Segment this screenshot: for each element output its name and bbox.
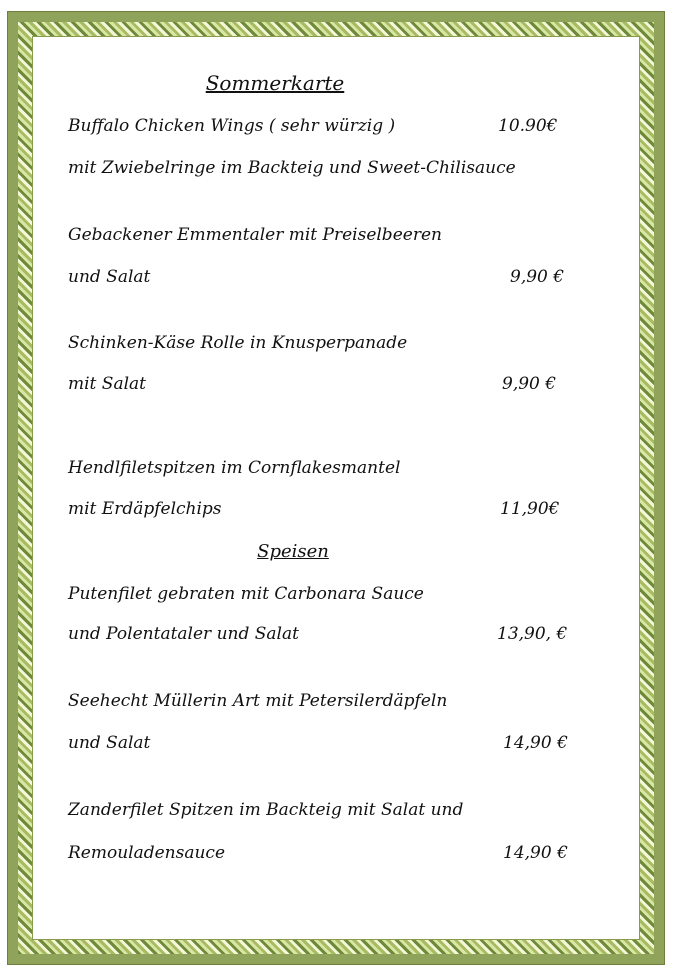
item-1-description: mit Zwiebelringe im Backteig und Sweet-Chilisauce [68, 158, 516, 178]
item-6-price: 14,90 € [503, 733, 568, 753]
item-4-description: mit Erdäpfelchips [68, 499, 222, 519]
menu-content [68, 0, 598, 975]
item-6-name: Seehecht Müllerin Art mit Petersilerdäpfeln [68, 691, 448, 711]
item-5-description: und Polentataler und Salat [68, 624, 299, 644]
item-3-description: mit Salat [68, 374, 146, 394]
item-4-price: 11,90€ [500, 499, 560, 519]
item-1-price: 10.90€ [498, 116, 558, 136]
item-5-price: 13,90, € [497, 624, 568, 644]
item-2-name: Gebackener Emmentaler mit Preiselbeeren [68, 225, 442, 245]
section-title: Speisen [257, 541, 329, 562]
item-4-name: Hendlfiletspitzen im Cornflakesmantel [68, 458, 401, 478]
item-3-price: 9,90 € [502, 374, 557, 394]
item-2-price: 9,90 € [510, 267, 565, 287]
menu-title: Sommerkarte [205, 71, 345, 95]
item-3-name: Schinken-Käse Rolle in Knusperpanade [68, 333, 408, 353]
item-7-name: Zanderfilet Spitzen im Backteig mit Salat und [68, 800, 464, 820]
item-5-name: Putenfilet gebraten mit Carbonara Sauce [68, 584, 424, 604]
item-7-description: Remouladensauce [68, 843, 226, 863]
item-7-price: 14,90 € [503, 843, 568, 863]
item-1-name: Buffalo Chicken Wings ( sehr würzig ) [68, 116, 396, 136]
item-2-description: und Salat [68, 267, 151, 287]
item-6-description: und Salat [68, 733, 151, 753]
